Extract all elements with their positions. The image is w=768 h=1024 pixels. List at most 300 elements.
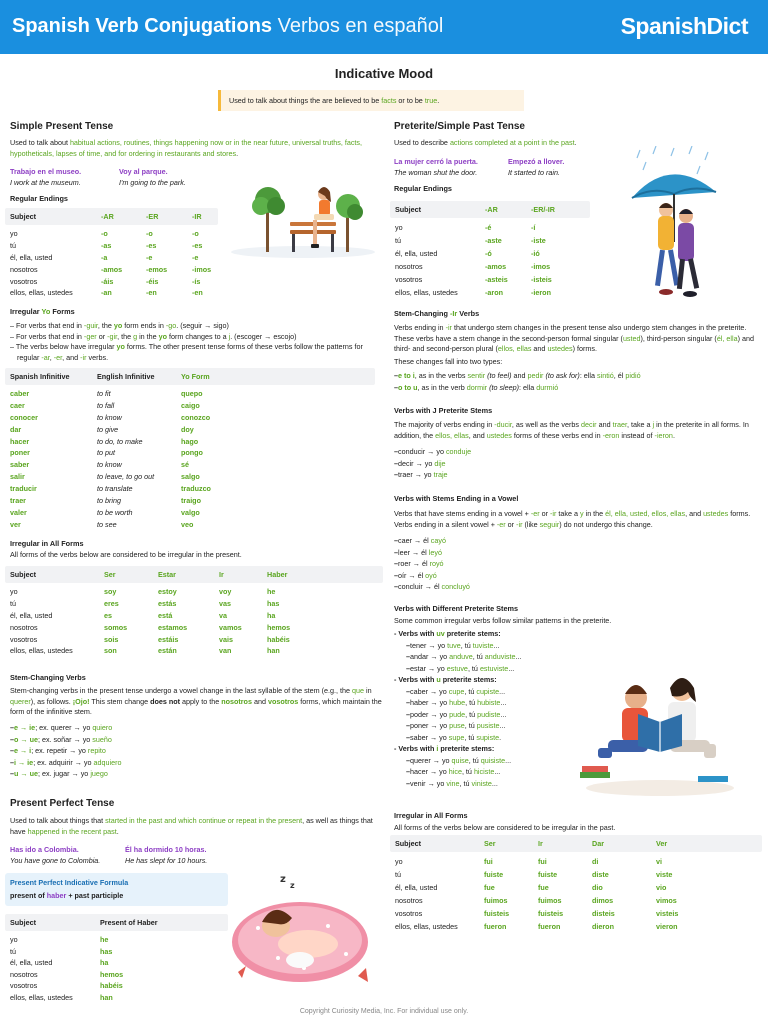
header-cell: Haber (267, 570, 288, 579)
pret-irregular-all-description: All forms of the verbs below are considered to be irregular in the past. (394, 823, 616, 832)
irregular-all-description: All forms of the verbs below are considered to be irregular in the present. (10, 550, 242, 559)
table-row (5, 252, 218, 264)
table-cell: to be worth (97, 507, 133, 517)
table-row (5, 400, 375, 412)
table-row (390, 907, 762, 920)
table-cell: ellos, ellas, ustedes (10, 288, 73, 298)
mood-note-text: or to be (396, 96, 425, 105)
table-cell: tú (10, 946, 16, 956)
header-cell: English Infinitive (97, 372, 155, 381)
table-row (5, 992, 228, 1004)
table-cell: -isteis (531, 275, 552, 284)
header-cell: Subject (10, 212, 36, 221)
mood-note-facts: facts (381, 96, 397, 105)
table-cell: estáis (158, 634, 179, 644)
vowel-stems-list (394, 535, 470, 593)
i-heading: - Verbs with i preterite stems: (394, 744, 495, 753)
table-row (5, 228, 218, 240)
park-bench-illustration (228, 176, 378, 258)
table-cell: vieron (656, 922, 678, 931)
table-cell: -iste (531, 236, 546, 245)
table-row (5, 424, 375, 436)
table-cell: has (267, 598, 280, 608)
stem-item: – e to i, as in the verbs sentir (to feel) and pedir (to ask for): ella sintió, él pidió (394, 370, 641, 382)
table-cell: -e (146, 252, 153, 262)
table-row (5, 240, 218, 252)
present-regular-endings-table (5, 208, 218, 299)
table-cell: veo (181, 519, 194, 529)
u-item: – saber → yo supe, tú supiste. (394, 732, 522, 744)
table-row (390, 234, 590, 247)
table-cell: tú (395, 870, 401, 879)
j-stems-description: The majority of verbs ending in -ducir, as well as the verbs decir and traer, take a j in the preterite in all forms. In addition, the ellos, ellas, and ustedes forms of these verbs end in -eron instead of -ieron. (394, 420, 749, 440)
table-cell: estás (158, 598, 177, 608)
table-cell: conocer (10, 412, 38, 422)
desc-text: . (236, 148, 239, 158)
table-cell: traduzco (181, 484, 211, 494)
regular-endings-title: Regular Endings (10, 194, 68, 203)
table-row (5, 388, 375, 400)
table-cell: fuisteis (484, 909, 510, 918)
table-cell: fuimos (538, 896, 562, 905)
pret-example-2 (508, 156, 564, 178)
stem-item: – u → ue; ex. jugar → yo juego (10, 768, 122, 780)
table-cell: él, ella, usted (10, 610, 53, 620)
table-cell: ellos, ellas, ustedes (10, 992, 73, 1002)
table-cell: van (219, 646, 232, 656)
table-cell: -e (192, 252, 199, 262)
table-cell: vosotros (10, 634, 38, 644)
couple-umbrella-illustration (630, 146, 720, 301)
stem-change-list (10, 722, 122, 780)
table-cell: vimos (656, 896, 677, 905)
table-cell: fui (484, 857, 493, 866)
table-row (390, 920, 762, 933)
table-cell: vosotros (10, 276, 38, 286)
table-cell: yo (10, 587, 18, 596)
table-cell: caer (10, 400, 25, 410)
table-cell: él, ella, usted (10, 252, 53, 262)
table-cell: vamos (219, 622, 242, 632)
example-english: He has slept for 10 hours. (125, 856, 208, 865)
table-row (390, 855, 762, 868)
table-cell: está (158, 610, 173, 620)
heading-text: Irregular (10, 307, 42, 316)
table-cell: dieron (592, 922, 614, 931)
table-cell: poner (10, 448, 30, 458)
vowel-stems-title: Verbs with Stems Ending in a Vowel (394, 494, 519, 503)
simple-present-description (10, 138, 370, 159)
table-cell: to know (97, 412, 122, 422)
example-2 (119, 166, 186, 188)
vowel-item: – roer → él royó (394, 558, 470, 570)
table-cell: quepo (181, 389, 203, 398)
header-cell: Subject (10, 570, 36, 579)
table-cell: conozco (181, 412, 211, 422)
stem-item: – o → ue; ex. soñar → yo sueño (10, 734, 122, 746)
header-cell: Spanish Infinitive (10, 372, 70, 381)
header-banner (0, 0, 768, 54)
simple-present-title: Simple Present Tense (10, 121, 114, 132)
table-row (5, 276, 218, 288)
table-cell: ellos, ellas, ustedes (10, 646, 73, 656)
i-item: – hacer → yo hice, tú hiciste... (394, 766, 522, 778)
irregular-yo-title (10, 307, 75, 317)
table-row (5, 645, 383, 657)
mood-note (218, 90, 524, 111)
example-english: You have gone to Colombia. (10, 856, 101, 865)
uv-item: – andar → yo anduve, tú anduviste... (394, 651, 522, 663)
pret-stem-description: Verbs ending in -ir that undergo stem changes in the present tense also undergo stem changes in the preterite. These verbs have a stem change in the second-person formal singular (usted), third-person singular (él, ella) and third- and second-person plural (ellos, ellas and ustedes) forms. (394, 323, 755, 353)
table-header (390, 835, 762, 852)
table-cell: soy (104, 587, 117, 596)
table-cell: habéis (100, 981, 123, 991)
different-stems-description: Some common irregular verbs follow similar patterns in the preterite. (394, 616, 612, 625)
vowel-item: – leer → él leyó (394, 547, 470, 559)
table-cell: fue (484, 883, 495, 892)
stem-changing-description: Stem-changing verbs in the present tense undergo a vowel change in the last syllable of the stem (e.g., the que in querer), as follows. ¡Ojo! This stem change does not apply to the nosotros and vosotros forms, which maintain the form of the infinitive stem. (10, 686, 382, 716)
header-cell: Subject (10, 918, 36, 927)
u-item: – poder → yo pude, tú pudiste... (394, 709, 522, 721)
table-row (5, 586, 383, 598)
table-cell: vosotros (395, 275, 423, 284)
mood-note-text: . (437, 96, 440, 105)
table-cell: viste (656, 870, 673, 879)
table-cell: ha (267, 610, 276, 620)
table-row (5, 264, 218, 276)
i-item: – querer → yo quise, tú quisiste... (394, 755, 522, 767)
pret-stem-title: Stem-Changing -Ir Verbs (394, 309, 480, 318)
table-cell: traer (10, 496, 26, 506)
header-cell: Subject (395, 839, 421, 848)
page-title (12, 13, 443, 39)
table-row (390, 247, 590, 260)
table-cell: to put (97, 448, 115, 458)
uv-item: – estar → yo estuve, tú estuviste... (394, 663, 522, 675)
table-cell: valer (10, 507, 27, 517)
yo-note: – The verbs below have irregular yo forms. The other present tense forms of these verbs follow the patterns for regular -ar, -er, and -ir verbs. (10, 342, 363, 362)
table-cell: es (104, 610, 112, 620)
table-header (390, 201, 590, 218)
table-header (5, 368, 375, 385)
table-row (5, 957, 228, 969)
table-cell: ellos, ellas, ustedes (395, 922, 458, 931)
table-cell: -í (531, 223, 536, 232)
table-cell: -en (146, 288, 157, 298)
vowel-item: – oír → él oyó (394, 570, 470, 582)
table-row (5, 412, 375, 424)
table-cell: ver (10, 519, 21, 529)
table-row (5, 495, 375, 507)
table-cell: nosotros (395, 896, 423, 905)
table-cell: pongo (181, 448, 203, 458)
table-cell: él, ella, usted (395, 883, 438, 892)
table-header (5, 208, 218, 225)
table-row (5, 519, 375, 531)
u-heading: - Verbs with u preterite stems: (394, 675, 497, 684)
desc-text: Used to talk about (10, 138, 70, 147)
table-row (5, 598, 383, 610)
table-row (390, 894, 762, 907)
table-cell: -es (146, 240, 157, 250)
pret-irregular-all-title: Irregular in All Forms (394, 811, 468, 820)
table-header (5, 566, 383, 583)
table-cell: vais (219, 634, 233, 644)
table-header (5, 914, 228, 931)
pret-regular-title: Regular Endings (394, 184, 452, 193)
j-stems-title: Verbs with J Preterite Stems (394, 406, 493, 415)
table-cell: él, ella, usted (395, 249, 438, 258)
table-cell: to know (97, 460, 122, 470)
title-bold: Spanish Verb Conjugations (12, 15, 273, 37)
table-cell: -es (192, 240, 203, 250)
table-cell: hago (181, 436, 199, 446)
header-cell: Estar (158, 570, 176, 579)
header-cell: Yo Form (181, 372, 210, 381)
example-english: The woman shut the door. (394, 168, 478, 177)
table-cell: valgo (181, 507, 200, 517)
table-cell: caber (10, 389, 30, 398)
u-item: – haber → yo hube, tú hubiste... (394, 697, 522, 709)
table-cell: yo (10, 935, 18, 944)
table-row (5, 483, 375, 495)
preterite-irregular-all-table (390, 835, 762, 933)
table-row (5, 287, 218, 299)
table-cell: traducir (10, 484, 37, 494)
table-cell: han (267, 646, 280, 656)
j-stems-list (394, 446, 471, 481)
table-cell: tú (10, 598, 16, 608)
stem-changing-title: Stem-Changing Verbs (10, 673, 86, 682)
table-row (5, 934, 228, 946)
table-cell: -amos (101, 264, 123, 274)
table-cell: -imos (192, 264, 212, 274)
vowel-stems-description: Verbs that have stems ending in a vowel + -er or -ir take a y in the él, ella, usted, ellos, ellas, and ustedes forms. Verbs ending in a silent vowel + -er or -ir (like seguir) do not undergo this change. (394, 509, 751, 529)
table-cell: yo (395, 223, 403, 232)
header-cell: Ir (219, 570, 224, 579)
table-row (5, 459, 375, 471)
table-cell: -amos (485, 262, 507, 271)
header-cell: -AR (101, 212, 114, 221)
header-cell: Ser (104, 570, 116, 579)
table-row (5, 946, 228, 958)
table-row (5, 447, 375, 459)
example-spanish: Trabajo en el museo. (10, 167, 82, 176)
pret-example-1 (394, 156, 478, 178)
j-item: – decir → yo dije (394, 458, 471, 470)
table-cell: caigo (181, 400, 200, 410)
table-cell: -as (101, 240, 112, 250)
stem-item: – e → ie; ex. querer → yo quiero (10, 722, 122, 734)
example-spanish: La mujer cerró la puerta. (394, 157, 478, 166)
table-cell: dimos (592, 896, 614, 905)
table-cell: nosotros (10, 264, 38, 274)
table-cell: fuiste (538, 870, 558, 879)
table-cell: -asteis (485, 275, 508, 284)
table-row (390, 260, 590, 273)
table-cell: estamos (158, 622, 188, 632)
mood-title: Indicative Mood (334, 66, 434, 81)
example-spanish: Has ido a Colombia. (10, 845, 79, 854)
table-cell: he (100, 935, 109, 944)
table-cell: dar (10, 424, 22, 434)
pret-stem-list (394, 370, 641, 393)
table-cell: fuiste (484, 870, 504, 879)
table-cell: to see (97, 519, 117, 529)
table-cell: -ió (531, 249, 540, 258)
svg-text:z: z (290, 881, 295, 890)
table-cell: to leave, to go out (97, 472, 155, 482)
formula-box (5, 873, 228, 906)
irregular-all-title: Irregular in All Forms (10, 539, 84, 548)
table-cell: dio (592, 883, 603, 892)
table-row (390, 286, 590, 299)
pret-stem-two: These changes fall into two types: (394, 357, 503, 366)
table-row (5, 610, 383, 622)
table-cell: doy (181, 424, 194, 434)
example-spanish: Empezó a llover. (508, 157, 565, 166)
table-cell: hemos (100, 969, 124, 979)
table-cell: -ieron (531, 288, 551, 297)
pp-example-1 (10, 844, 100, 866)
i-item: – venir → yo vine, tú viniste... (394, 778, 522, 790)
present-perfect-description: Used to talk about things that started in the past and which continue or repeat in the present, as well as things that have happened in the recent past. (10, 816, 373, 836)
j-item: – traer → yo traje (394, 469, 471, 481)
table-cell: están (158, 646, 177, 656)
table-cell: fuimos (484, 896, 508, 905)
uv-heading: - Verbs with uv preterite stems: (394, 629, 501, 638)
stem-item: – i → ie; ex. adquirir → yo adquiero (10, 757, 122, 769)
table-cell: fui (538, 857, 547, 866)
table-cell: nosotros (10, 969, 38, 979)
table-cell: -é (485, 223, 492, 232)
table-row (5, 969, 228, 981)
table-cell: -éis (146, 276, 159, 286)
vowel-item: – concluir → él concluyó (394, 581, 470, 593)
table-cell: yo (10, 229, 18, 238)
table-cell: vas (219, 598, 231, 608)
header-cell: Ir (538, 839, 543, 848)
j-item: – conducir → yo conduje (394, 446, 471, 458)
table-cell: disteis (592, 909, 615, 918)
table-cell: va (219, 610, 227, 620)
table-cell: -áis (101, 276, 114, 286)
table-cell: to do, to make (97, 436, 143, 446)
header-cell: Dar (592, 839, 604, 848)
table-cell: -aron (485, 288, 503, 297)
table-row (5, 622, 383, 634)
pp-example-2 (125, 844, 207, 866)
table-cell: salir (10, 472, 25, 482)
present-perfect-title: Present Perfect Tense (10, 798, 115, 809)
uv-item: – tener → yo tuve, tú tuviste... (394, 640, 522, 652)
heading-text: Forms (50, 307, 75, 316)
example-english: I'm going to the park. (119, 178, 186, 187)
table-cell: él, ella, usted (10, 958, 53, 968)
preterite-description: Used to describe actions completed at a point in the past. (394, 138, 577, 147)
table-cell: to bring (97, 496, 121, 506)
table-cell: -o (192, 229, 199, 238)
table-cell: diste (592, 870, 609, 879)
table-row (5, 980, 228, 992)
table-row (5, 634, 383, 646)
header-cell: Ver (656, 839, 668, 848)
table-row (5, 471, 375, 483)
table-cell: voy (219, 587, 232, 596)
table-cell: he (267, 587, 276, 596)
table-cell: vosotros (395, 909, 423, 918)
table-cell: -an (101, 288, 112, 298)
table-cell: to translate (97, 484, 133, 494)
u-item: – poner → yo puse, tú pusiste... (394, 720, 522, 732)
header-cell: -IR (192, 212, 202, 221)
table-cell: han (100, 992, 113, 1002)
table-cell: hacer (10, 436, 30, 446)
table-cell: vio (656, 883, 667, 892)
table-cell: yo (395, 857, 403, 866)
table-cell: -ó (485, 249, 492, 258)
table-cell: to fit (97, 389, 111, 398)
table-cell: fue (538, 883, 549, 892)
sleeping-girl-illustration (228, 868, 380, 990)
header-cell: -ER (146, 212, 159, 221)
svg-text:z: z (280, 874, 286, 885)
table-cell: -en (192, 288, 203, 298)
formula-text: present of haber + past participle (10, 891, 124, 900)
table-cell: di (592, 857, 599, 866)
example-1 (10, 166, 81, 188)
stem-item: – o to u, as in the verb dormir (to sleep): ella durmió (394, 382, 641, 394)
formula-title: Present Perfect Indicative Formula (10, 878, 129, 887)
table-cell: -emos (146, 264, 168, 274)
vowel-item: – caer → él cayó (394, 535, 470, 547)
table-cell: -imos (531, 262, 551, 271)
table-cell: fueron (538, 922, 561, 931)
table-cell: visteis (656, 909, 679, 918)
preterite-regular-table (390, 201, 590, 299)
table-cell: sois (104, 634, 119, 644)
table-cell: nosotros (395, 262, 423, 271)
u-item: – caber → yo cupe, tú cupiste... (394, 686, 522, 698)
spanishdict-logo[interactable]: SpanishDict (620, 13, 748, 39)
table-cell: tú (395, 236, 401, 245)
stem-item: – e → i; ex. repetir → yo repito (10, 745, 122, 757)
desc-highlight: habitual actions, routines, things happening now or in the near future, universal truths, facts, hypotheticals, lapses of time, and for ordering in restaurants and stores (10, 138, 363, 158)
header-cell: -ER/-IR (531, 205, 555, 214)
table-row (390, 868, 762, 881)
heading-yo: Yo (41, 307, 51, 316)
yo-note: – For verbs that end in -ger or -gir, the g in the yo form changes to a j. (escoger → escojo) (10, 331, 297, 341)
table-cell: -a (101, 252, 108, 262)
table-cell: estoy (158, 587, 177, 596)
table-cell: has (100, 946, 113, 956)
table-cell: tú (10, 240, 16, 250)
preterite-title: Preterite/Simple Past Tense (394, 121, 525, 132)
example-spanish: Voy al parque. (119, 167, 168, 176)
table-cell: nosotros (10, 622, 38, 632)
header-cell: Present of Haber (100, 918, 158, 927)
present-perfect-table (5, 914, 228, 1004)
table-cell: son (104, 646, 117, 656)
table-row (390, 881, 762, 894)
table-cell: -o (146, 229, 153, 238)
table-cell: hemos (267, 622, 291, 632)
table-row (390, 273, 590, 286)
table-cell: somos (104, 622, 128, 632)
example-english: It started to rain. (508, 168, 560, 177)
table-cell: saber (10, 460, 30, 470)
present-irregular-all-table (5, 566, 383, 657)
